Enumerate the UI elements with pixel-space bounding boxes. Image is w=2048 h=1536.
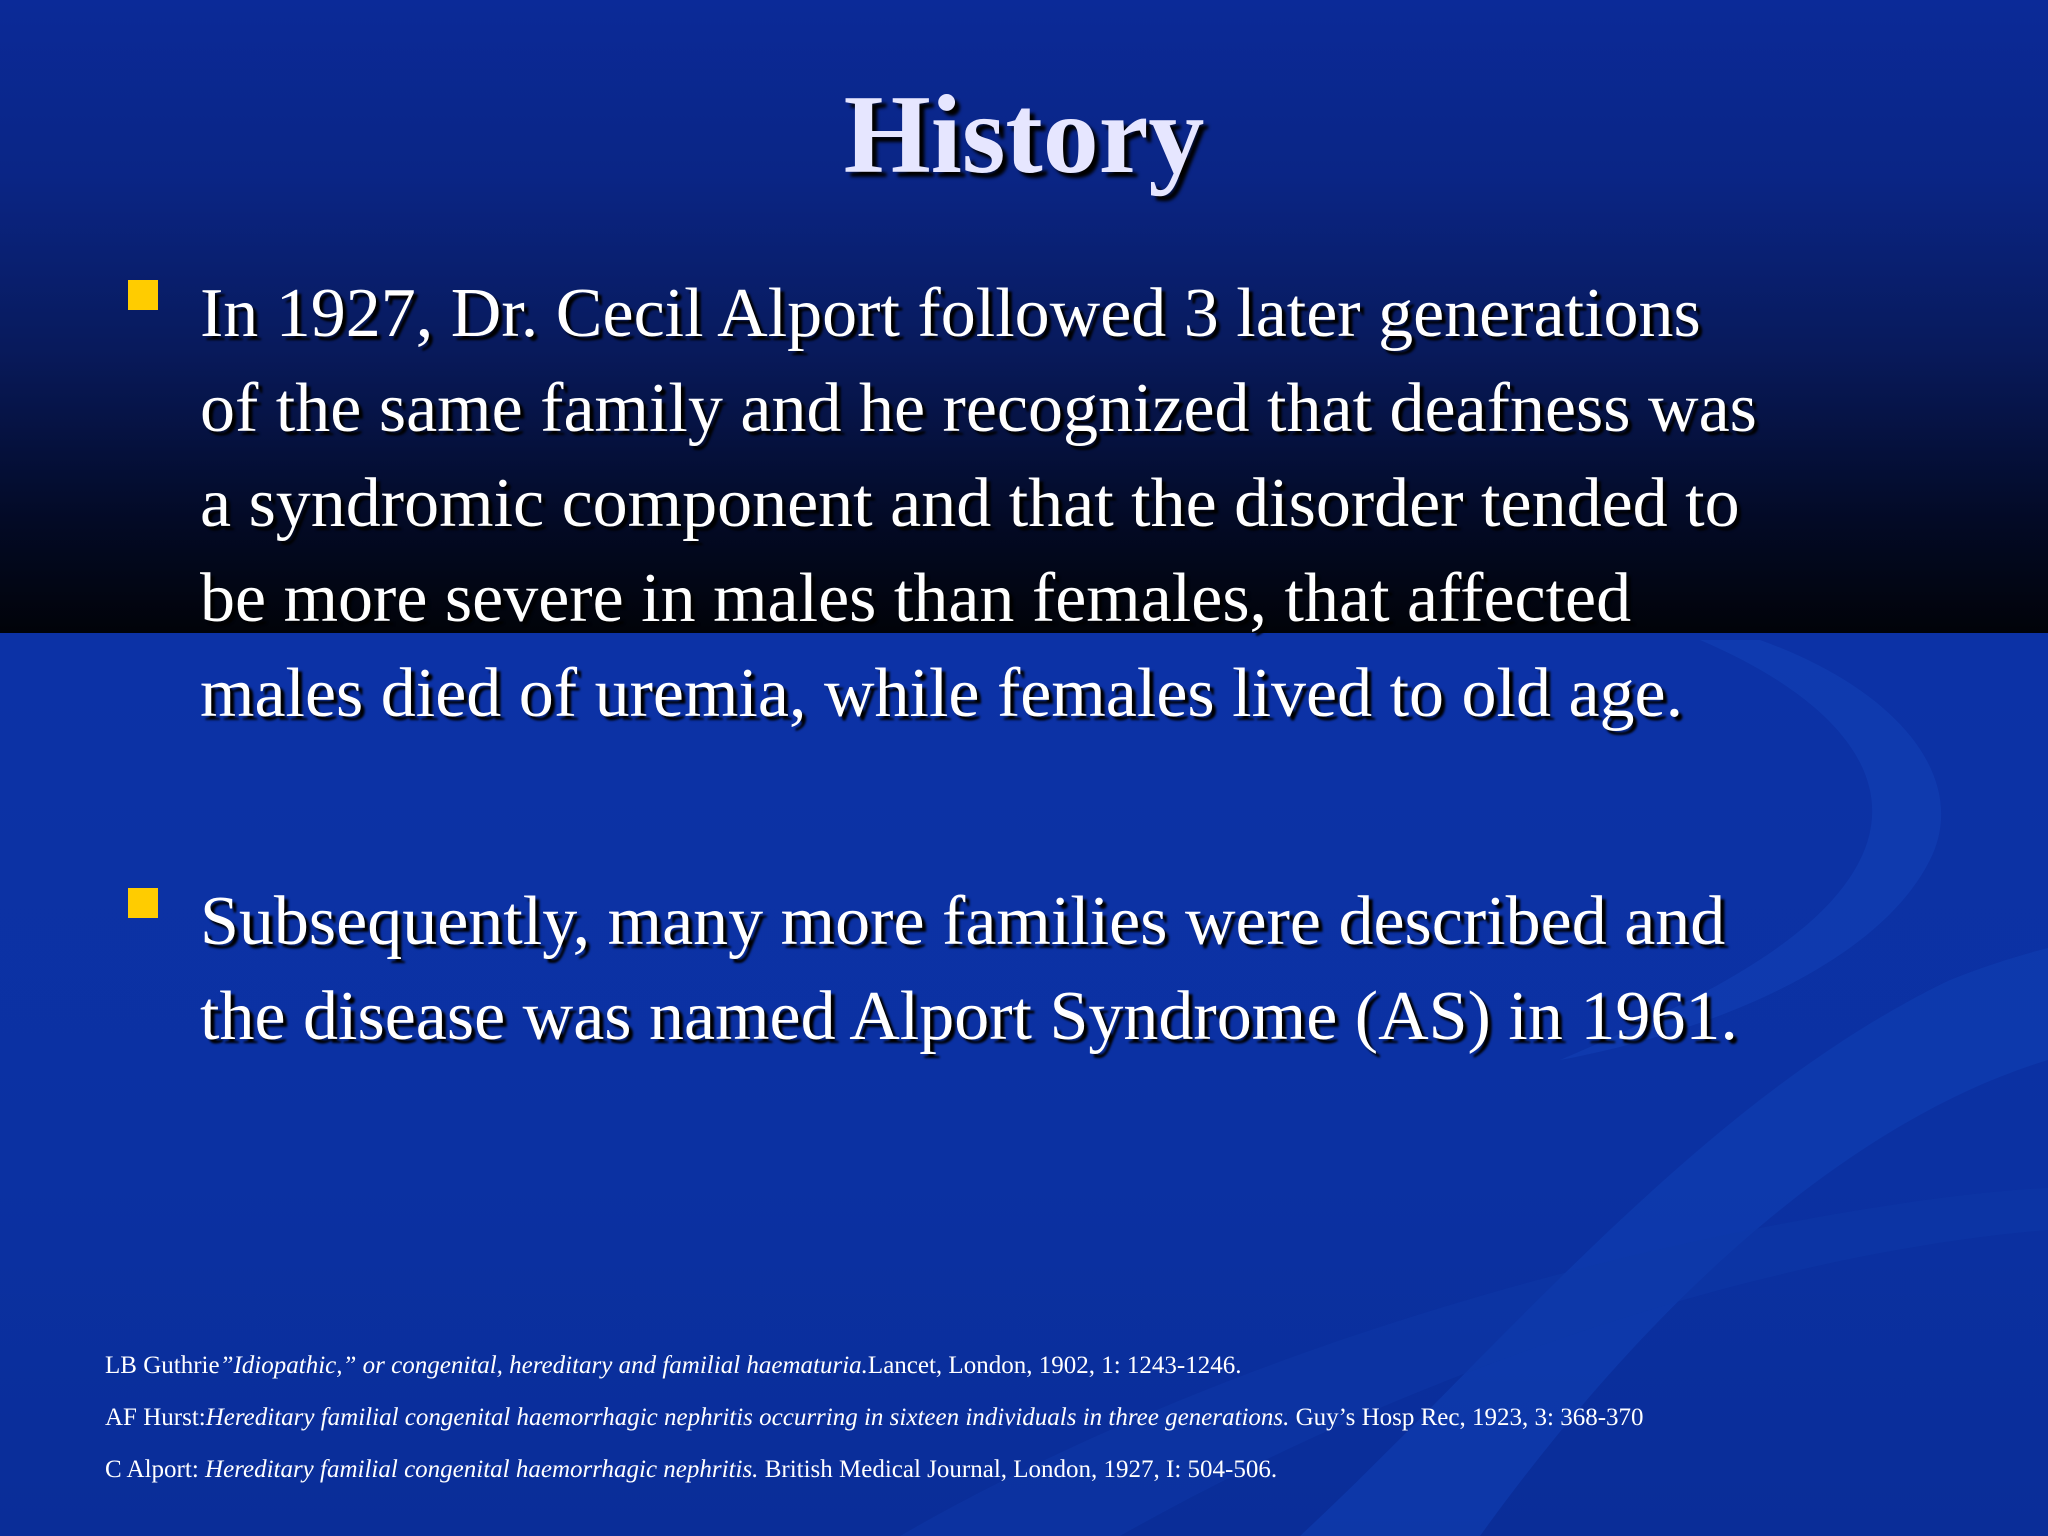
reference-source: Lancet, London, 1902, 1: 1243-1246. (867, 1352, 1242, 1379)
reference-title: ”Idiopathic,” or congenital, hereditary and familial haematuria. (219, 1352, 868, 1379)
bullet-text: Subsequently, many more families were described and the disease was named Alport Syndrome (AS) in 1961. (200, 883, 1738, 1055)
reference-title: Hereditary familial congenital haemorrhagic nephritis. (205, 1456, 759, 1483)
reference-author: LB Guthrie (105, 1352, 220, 1379)
reference-author: C Alport: (105, 1456, 206, 1483)
reference-source: British Medical Journal, London, 1927, I: 504-506. (758, 1456, 1278, 1483)
references (105, 1340, 2005, 1496)
reference-title: Hereditary familial congenital haemorrhagic nephritis occurring in sixteen individuals in three generations. (205, 1404, 1290, 1431)
reference-author: AF Hurst: (105, 1404, 206, 1431)
slide-title: History (843, 73, 1205, 197)
reference-item (105, 1444, 2005, 1496)
reference-source: Guy’s Hosp Rec, 1923, 3: 368-370 (1289, 1404, 1644, 1431)
reference-item (105, 1392, 2005, 1444)
square-bullet-icon (128, 888, 158, 918)
bullet-text: In 1927, Dr. Cecil Alport followed 3 later generations of the same family and he recognized that deafness was a syndromic component and that the disorder tended to be more severe in males than females, that affected males died of uremia, while females lived to old age. (200, 275, 1757, 732)
reference-item (105, 1340, 2005, 1392)
square-bullet-icon (128, 280, 158, 310)
